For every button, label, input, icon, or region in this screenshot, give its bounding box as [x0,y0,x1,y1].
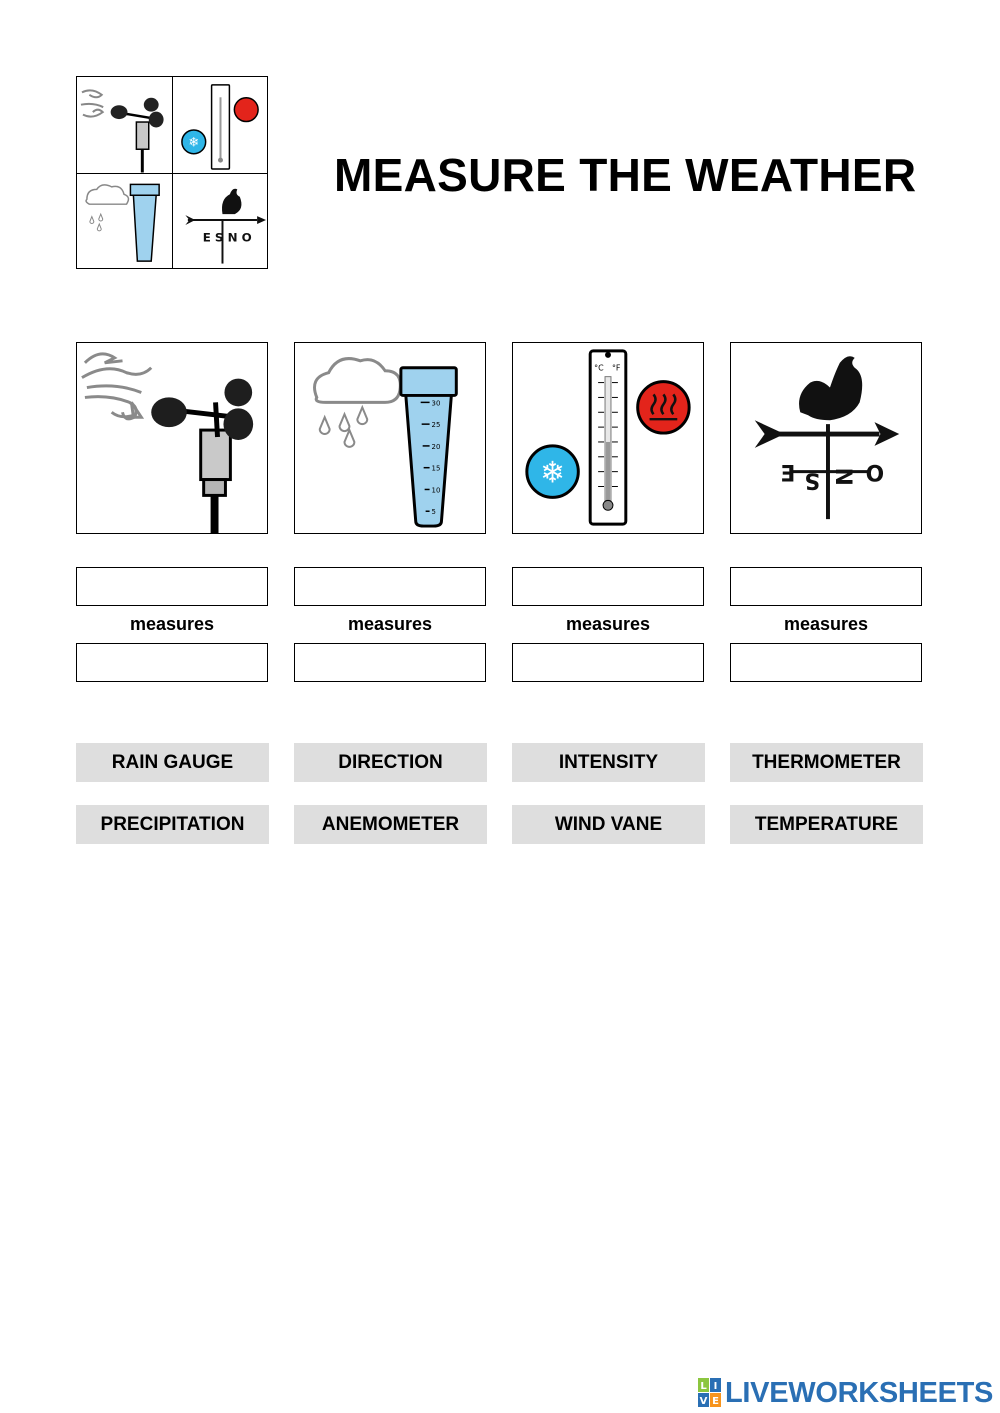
svg-text:E S N O: E S N O [202,230,252,245]
gauge-tick-25: 25 [431,421,441,430]
card-anemometer [76,342,268,534]
word-chip-thermometer[interactable]: THERMOMETER [730,743,923,782]
vane-letter-s: S [804,467,821,493]
answer-box-1-quantity[interactable] [76,643,268,682]
thumb-anemometer-icon [77,77,172,173]
rain-gauge-icon [295,343,485,533]
celsius-unit: °C [594,363,604,373]
word-chip-direction[interactable]: DIRECTION [294,743,487,782]
answer-box-3-quantity[interactable] [512,643,704,682]
wind-vane-icon [731,343,921,533]
measures-label: measures [783,614,869,634]
card-thermometer [512,342,704,534]
vane-letter-n: N [829,467,855,486]
word-chip-rain-gauge[interactable]: RAIN GAUGE [76,743,269,782]
svg-text:❄: ❄ [540,454,566,490]
answer-box-2-quantity[interactable] [294,643,486,682]
answer-box-2-instrument[interactable] [294,567,486,606]
logo-text: LIVEWORKSHEETS [725,1376,994,1409]
gauge-tick-10: 10 [431,486,441,495]
liveworksheets-logo [698,1376,993,1410]
answer-box-4-instrument[interactable] [730,567,922,606]
word-chip-precipitation[interactable]: PRECIPITATION [76,805,269,844]
svg-text:E: E [712,1396,719,1407]
svg-text:V: V [699,1396,708,1407]
thumbnail-grid [76,76,268,269]
gauge-tick-20: 20 [431,442,441,451]
vane-letter-o: O [865,462,885,488]
fahrenheit-unit: °F [611,363,621,373]
gauge-tick-5: 5 [431,508,436,517]
thumb-wind-vane-icon [173,174,268,270]
svg-text:L: L [700,1381,707,1392]
card-rain-gauge [294,342,486,534]
gauge-tick-15: 15 [431,464,441,473]
answer-box-3-instrument[interactable] [512,567,704,606]
svg-text:I: I [713,1381,718,1392]
thermometer-icon [513,343,703,533]
vane-letter-e: E [780,462,796,488]
thumb-thermometer-icon [173,77,268,173]
measures-label: measures [129,614,215,634]
page-title: MEASURE THE WEATHER [334,149,917,201]
anemometer-icon [77,343,267,533]
answer-box-1-instrument[interactable] [76,567,268,606]
svg-text:❄: ❄ [188,135,200,151]
word-chip-anemometer[interactable]: ANEMOMETER [294,805,487,844]
live-badge-icon [698,1378,722,1408]
word-chip-wind-vane[interactable]: WIND VANE [512,805,705,844]
word-chip-intensity[interactable]: INTENSITY [512,743,705,782]
measures-label: measures [347,614,433,634]
gauge-tick-30: 30 [431,399,441,408]
card-wind-vane [730,342,922,534]
word-chip-temperature[interactable]: TEMPERATURE [730,805,923,844]
thumb-rain-gauge-icon [77,174,172,270]
measures-label: measures [565,614,651,634]
answer-box-4-quantity[interactable] [730,643,922,682]
